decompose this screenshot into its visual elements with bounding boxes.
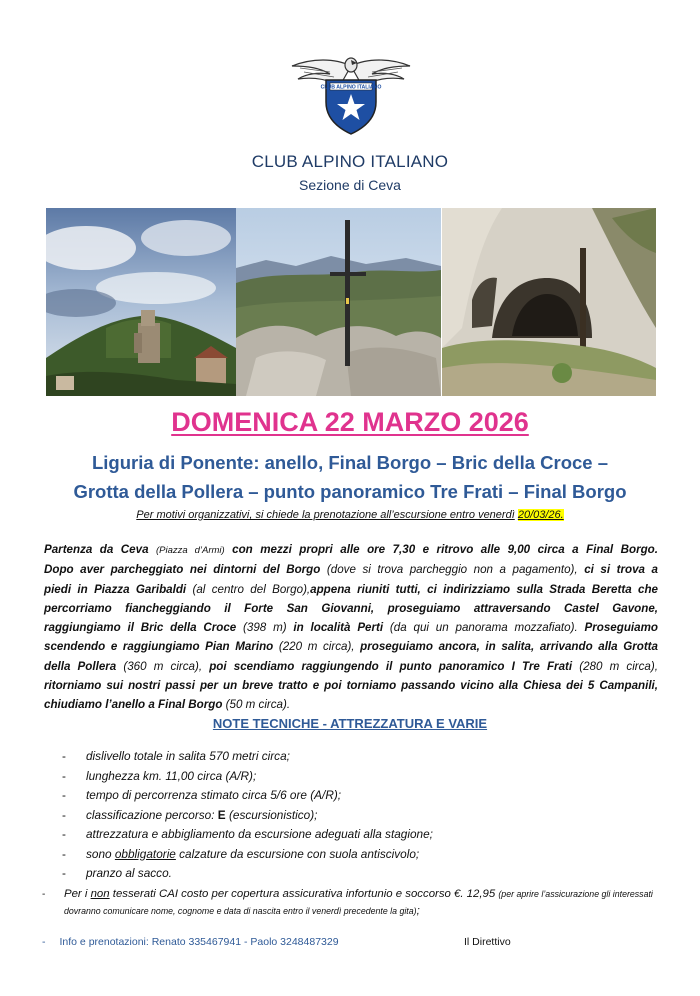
booking-deadline: 20/03/26. bbox=[517, 509, 564, 521]
description-line: ritorniamo sui nostri passi per un breve tratto e poi torniamo passando vicino alla Chiesa dei 5 Campanili, bbox=[44, 679, 658, 693]
list-item: - classificazione percorso: E (escursionistico); bbox=[62, 807, 318, 822]
description-line: chiudiamo l’anello a Final Borgo (50 m circa). bbox=[44, 698, 291, 712]
description-line: Dopo aver parcheggiato nei dintorni del Borgo (dove si trova parcheggio non a pagamento), ci si trova a bbox=[44, 563, 658, 577]
event-date: DOMENICA 22 MARZO 2026 bbox=[171, 407, 529, 437]
svg-text:CLUB ALPINO ITALIANO: CLUB ALPINO ITALIANO bbox=[320, 84, 382, 91]
itinerary-description bbox=[44, 540, 658, 715]
description-line: percorriamo fiancheggiando il Forte San Giovanni, proseguiamo attraversando Castel Gavone, bbox=[44, 601, 658, 615]
description-line: piedi in Piazza Garibaldi (al centro del Borgo),appena riuniti tutti, ci indirizziamo sulla Strada Beretta che bbox=[44, 582, 658, 596]
description-line: della Pollera (360 m circa), poi scendiamo raggiungendo il punto panoramico I Tre Frati (280 m circa), bbox=[44, 659, 658, 673]
list-item: - dislivello totale in salita 570 metri circa; bbox=[62, 749, 290, 763]
list-item: - pranzo al sacco. bbox=[62, 866, 172, 880]
technical-notes-heading: NOTE TECNICHE - ATTREZZATURA E VARIE bbox=[212, 716, 488, 731]
list-item: - sono obbligatorie calzature da escursione con suola antiscivolo; bbox=[62, 846, 420, 861]
castle-on-hill-photo bbox=[46, 208, 236, 396]
insurance-note: - Per i non tesserati CAI costo per copertura assicurativa infortunio e soccorso €. 12,95 (per aprire l’assicurazione gli interessati dovranno comunicare nome, cognome e data di nascita entro il venerdì precedente la gita); bbox=[42, 888, 653, 917]
contact-info: - Info e prenotazioni: Renato 335467941 - Paolo 3248487329 bbox=[42, 936, 339, 948]
summit-cross-photo bbox=[236, 208, 441, 396]
technical-notes-list bbox=[62, 747, 433, 884]
booking-text: Per motivi organizzativi, si chiede la prenotazione all’escursione entro venerdì bbox=[136, 509, 515, 521]
description-line: raggiungiamo il Bric della Croce (398 m) in località Perti (da qui un panorama mozzafiato). Proseguiamo bbox=[44, 621, 658, 635]
signature: Il Direttivo bbox=[464, 936, 511, 948]
description-line: Partenza da Ceva (Piazza d’Armi) con mezzi propri alle ore 7,30 e ritrovo alle 9,00 circa a Final Borgo. bbox=[44, 543, 658, 556]
event-title-line-1: Liguria di Ponente: anello, Final Borgo – Bric della Croce – bbox=[91, 452, 609, 473]
list-item: - lunghezza km. 11,00 circa (A/R); bbox=[62, 768, 257, 783]
organization-name: CLUB ALPINO ITALIANO bbox=[251, 152, 449, 171]
list-item: - attrezzatura e abbigliamento da escursione adeguati alla stagione; bbox=[62, 827, 433, 841]
booking-notice bbox=[0, 509, 700, 521]
cai-logo bbox=[290, 52, 412, 136]
event-title-line-2: Grotta della Pollera – punto panoramico Tre Frati – Final Borgo bbox=[73, 481, 627, 502]
description-line: scendendo e raggiungiamo Pian Marino (220 m circa), proseguiamo ancora, in salita, arrivando alla Grotta bbox=[44, 640, 658, 654]
cave-entrance-photo bbox=[442, 208, 656, 396]
list-item: - tempo di percorrenza stimato circa 5/6 ore (A/R); bbox=[62, 788, 342, 802]
organization-section: Sezione di Ceva bbox=[299, 177, 401, 193]
